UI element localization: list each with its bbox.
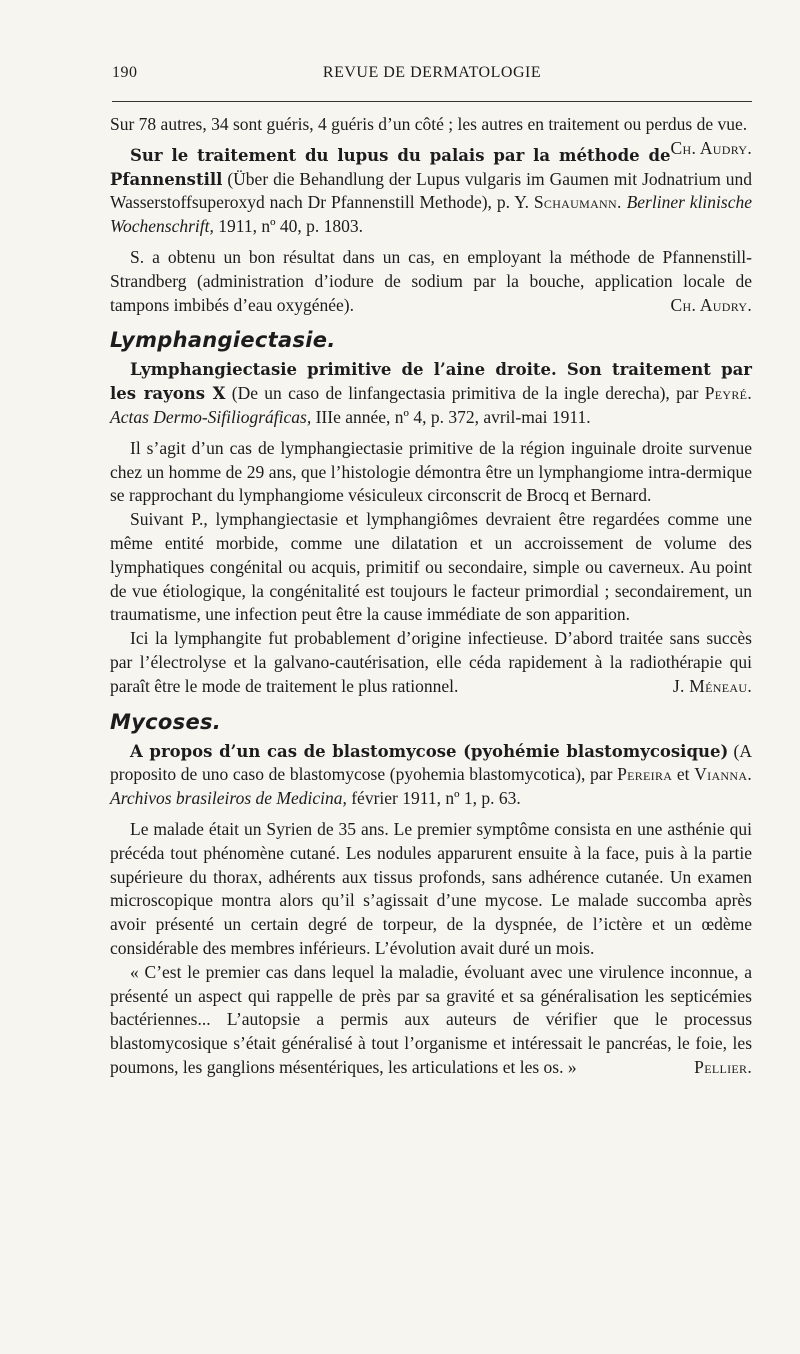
reference: 1911, nº 40, p. 1803. (213, 216, 364, 237)
paragraph-text: S. a obtenu un bon résultat dans un cas, en employant la méthode de Pfannenstill-Strandberg (administration d’iodure de sodium par la bouche, application locale de tampons imbibés d’eau oxygénée). (110, 246, 752, 315)
conjunction: et (672, 764, 695, 785)
continued-paragraph (110, 113, 752, 158)
signature: Ch. Audry. (670, 294, 752, 315)
journal: Actas Dermo-Sifiliográficas, (110, 406, 312, 427)
article-body (110, 113, 752, 1080)
review-blasto-citation (110, 740, 752, 811)
review-title: Lymphangiectasie primitive de l’aine droite. Son traitement par les rayons X (110, 360, 752, 404)
paragraph-text: « C’est le premier cas dans lequel la maladie, évoluant avec une virulence inconnue, a présenté un aspect qui rappelle de près par sa gravité et sa généralisation les septicémies bactériennes... L’autopsie a permis aux auteurs de vérifier que le processus blastomycosique s’était généralisé à tout l’organisme et intéressait le pancréas, le foie, les poumons, les ganglions mésentériques, les articulations et les os. » (110, 961, 752, 1077)
author: Pereira (617, 764, 673, 785)
paragraph-text: Sur 78 autres, 34 sont guéris, 4 guéris d’un côté ; les autres en traitement ou perdus de vue. (110, 114, 748, 134)
review-lymph-para (110, 627, 752, 698)
author: Peyré. (704, 383, 752, 404)
signature: Pellier. (694, 1056, 752, 1077)
running-header (112, 64, 752, 88)
signature: Ch. Audry. (670, 137, 752, 158)
signature: J. Méneau. (672, 675, 752, 696)
journal: Archivos brasileiros de Medicina, (110, 788, 347, 809)
reference: IIIe année, nº 4, p. 372, avril-mai 1911. (311, 406, 591, 427)
review-lupus-citation (110, 144, 752, 239)
author: Vianna. (694, 764, 752, 785)
review-blasto-para: Le malade était un Syrien de 35 ans. Le premier symptôme consista en une asthénie qui précéda tout phénomène cutané. Les nodules apparurent ensuite à la face, puis à la partie supérieure du thorax, adhérents aux tissus profonds, sans adhérence cutanée. Un examen microscopique montra alors qu’il s’agissait d’une mycose. Le malade succomba après avoir présenté un certain degré de torpeur, de la dyspnée, de l’ictère et un œdème considérable des membres inférieurs. L’évolution avait duré un mois. (110, 818, 752, 958)
review-title: A propos d’un cas de blastomycose (pyohémie blastomycosique) (130, 741, 729, 761)
original-title: (A proposito de uno caso de blastomycose (pyohemia blastomycotica), par (110, 740, 752, 785)
review-title: Sur le traitement du lupus du palais par la méthode de Pfannenstill (110, 145, 671, 189)
review-lupus-body (110, 246, 752, 317)
original-title: (De un caso de linfangectasia primitiva de la ingle derecha), par (225, 383, 705, 404)
header-rule (112, 101, 752, 102)
reference: février 1911, nº 1, p. 63. (346, 788, 521, 809)
section-heading-lymphangiectasie: Lymphangiectasie. (110, 328, 336, 353)
review-lymph-para: Suivant P., lymphangiectasie et lymphangiômes devraient être regardées comme une même entité morbide, comme une dilatation et un accroissement de volume des lymphatiques congénital ou acquis, primitif ou secondaire, simple ou caverneux. Au point de vue étiologique, la congénitalité est toujours le facteur primordial ; secondairement, un traumatisme, une infection peut être la cause immédiate de son apparition. (110, 509, 752, 625)
review-lymph-para: Il s’agit d’un cas de lymphangiectasie primitive de la région inguinale droite survenue chez un homme de 29 ans, que l’histologie démontra être un lymphangiome intra-dermique se rapprochant du lymphangiome vésiculeux circonscrit de Brocq et Bernard. (110, 437, 752, 506)
section-heading-mycoses: Mycoses. (110, 709, 222, 734)
paragraph-text: Ici la lymphangite fut probablement d’origine infectieuse. D’abord traitée sans succès par l’électrolyse et la galvano-cautérisation, elle céda rapidement à la radiothérapie qui paraît être le mode de traitement le plus rationnel. (110, 628, 752, 696)
review-blasto-para (110, 961, 752, 1080)
journal: Berliner klinische Wochenschrift, (110, 192, 753, 237)
review-lymph-citation (110, 358, 752, 429)
page-number: 190 (112, 64, 138, 81)
author: Schaumann. (533, 192, 622, 213)
original-title: (Über die Behandlung der Lupus vulgaris im Gaumen mit Jodnatrium und Wasserstoffsuperoxyd nach Dr Pfannenstill Methode), p. Y. (110, 168, 752, 213)
running-title: REVUE DE DERMATOLOGIE (322, 64, 542, 81)
